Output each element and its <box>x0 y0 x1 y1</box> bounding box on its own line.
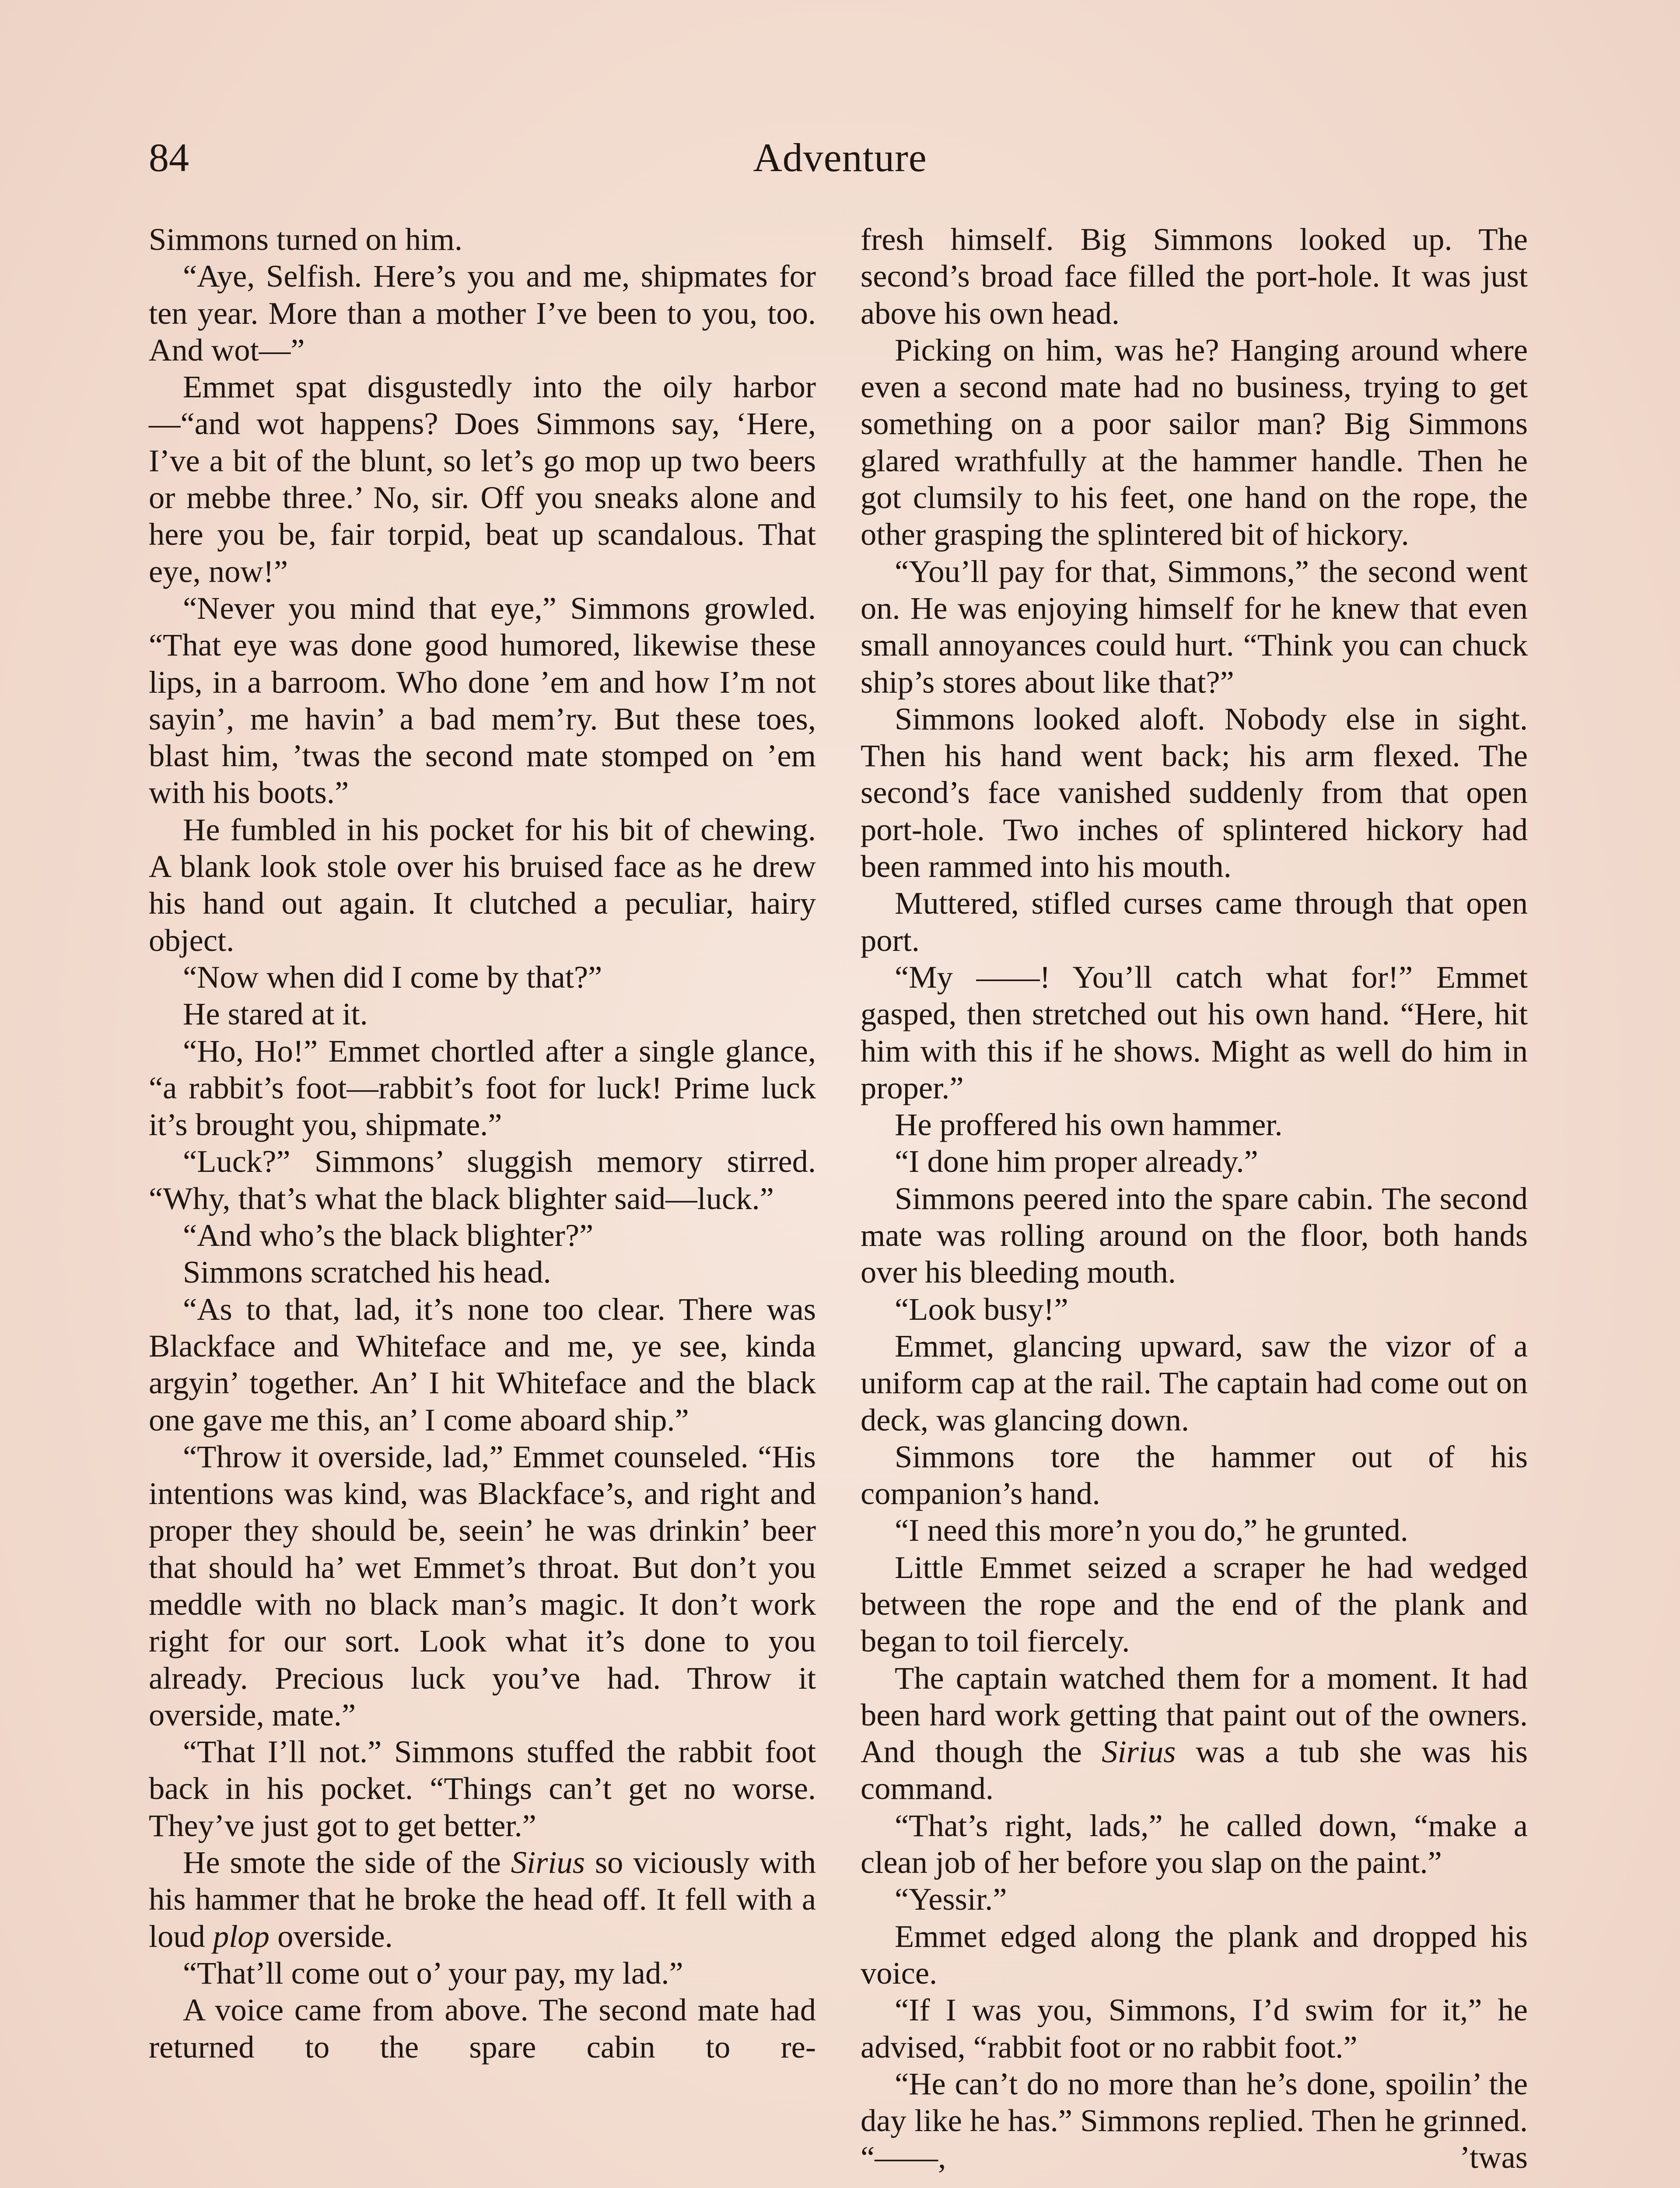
paragraph: He proffered his own hammer. <box>895 1107 1283 1143</box>
paragraph: “Aye, Selfish. Here’s you and me, shipmates for ten year. More than a mother I’ve been to you, too. And wot—” <box>149 258 816 368</box>
paragraph: “That’ll come out o’ your pay, my lad.” <box>183 1955 683 1991</box>
paragraph: “That I’ll not.” Simmons stuffed the rabbit foot back in his pocket. “Things can’t get no worse. They’ve just got to get better.” <box>149 1734 816 1843</box>
paragraph-with-italics <box>861 1660 1528 1807</box>
paragraph: “Luck?” Simmons’ sluggish memory stirred. “Why, that’s what the black blighter said—luck.” <box>149 1143 816 1216</box>
paragraph: “And who’s the black blighter?” <box>183 1217 594 1253</box>
text-run: was a tub she was his command. <box>861 1734 1528 1806</box>
paragraph: Little Emmet seized a scraper he had wedged between the rope and the end of the plank and began to toil fiercely. <box>861 1549 1528 1659</box>
paragraph: “You’ll pay for that, Simmons,” the second went on. He was enjoying himself for he knew that even small annoyances could hurt. “Think you can chuck ship’s stores about like that?” <box>861 553 1528 700</box>
paragraph: “Yessir.” <box>895 1881 1007 1917</box>
paragraph: Simmons peered into the spare cabin. The second mate was rolling around on the floor, both hands over his bleeding mouth. <box>861 1180 1528 1290</box>
paragraph: fresh himself. Big Simmons looked up. The second’s broad face filled the port-hole. It was just above his own head. <box>861 221 1528 331</box>
paragraph: “That’s right, lads,” he called down, “make a clean job of her before you slap on the paint.” <box>861 1807 1528 1880</box>
paragraph: “Ho, Ho!” Emmet chortled after a single glance, “a rabbit’s foot—rabbit’s foot for luck! Prime luck it’s brought you, shipmate.” <box>149 1033 816 1143</box>
running-head: Adventure <box>753 135 927 180</box>
italic-word: plop <box>213 1918 270 1954</box>
page-number: 84 <box>149 135 189 180</box>
paragraph-with-italics <box>149 1844 816 1955</box>
text-run: overside. <box>269 1918 393 1954</box>
ship-name: Sirius <box>1102 1734 1176 1770</box>
paragraph: Picking on him, was he? Hanging around where even a second mate had no business, trying to get something on a poor sailor man? Big Simmons glared wrathfully at the hammer handle. Then he got clumsily to his feet, one hand on the rope, the other grasping the splintered bit of hickory. <box>861 332 1528 552</box>
paragraph: Emmet edged along the plank and dropped his voice. <box>861 1918 1528 1991</box>
paragraph: Simmons scratched his head. <box>183 1254 551 1290</box>
paragraph: Simmons tore the hammer out of his companion’s hand. <box>861 1438 1528 1511</box>
paragraph: Muttered, stifled curses came through that open port. <box>861 885 1528 958</box>
text-run: so viciously with his hammer that he broke the head off. It fell with a loud <box>149 1844 816 1954</box>
text-run: He smote the side of the <box>183 1844 511 1880</box>
paragraph: “If I was you, Simmons, I’d swim for it,” he advised, “rabbit foot or no rabbit foot.” <box>861 1992 1528 2065</box>
paragraph: “Now when did I come by that?” <box>183 959 602 995</box>
right-column <box>861 221 1528 2176</box>
paragraph: A voice came from above. The second mate had returned to the spare cabin to re- <box>149 1992 816 2065</box>
left-column <box>149 221 816 2065</box>
paragraph: “Look busy!” <box>895 1291 1068 1327</box>
paragraph: Simmons turned on him. <box>149 221 462 257</box>
paragraph: “As to that, lad, it’s none too clear. There was Blackface and Whiteface and me, ye see, kinda argyin’ together. An’ I hit Whiteface and the black one gave me this, an’ I come aboard ship.” <box>149 1291 816 1438</box>
paragraph: Emmet, glancing upward, saw the vizor of a uniform cap at the rail. The captain had come out on deck, was glancing down. <box>861 1328 1528 1438</box>
text-run: The captain watched them for a moment. It had been hard work getting that paint out of the owners. And though the <box>861 1660 1528 1770</box>
paragraph: “I need this more’n you do,” he grunted. <box>895 1512 1408 1548</box>
paragraph: Emmet spat disgustedly into the oily harbor—“and wot happens? Does Simmons say, ‘Here, I’ve a bit of the blunt, so let’s go mop up two beers or mebbe three.’ No, sir. Off you sneaks alone and here you be, fair torpid, beat up scandalous. That eye, now!” <box>149 369 816 589</box>
paragraph: “Never you mind that eye,” Simmons growled. “That eye was done good humored, likewise these lips, in a barroom. Who done ’em and how I’m not sayin’, me havin’ a bad mem’ry. But these toes, blast him, ’twas the second mate stomped on ’em with his boots.” <box>149 590 816 810</box>
paragraph: He stared at it. <box>183 996 368 1032</box>
paragraph: “My ——! You’ll catch what for!” Emmet gasped, then stretched out his own hand. “Here, hit him with this if he shows. Might as well do him in proper.” <box>861 959 1528 1105</box>
ship-name: Sirius <box>511 1844 585 1880</box>
paragraph: “I done him proper already.” <box>895 1143 1258 1179</box>
paragraph: Simmons looked aloft. Nobody else in sight. Then his hand went back; his arm flexed. The second’s face vanished suddenly from that open port-hole. Two inches of splintered hickory had been rammed into his mouth. <box>861 701 1528 884</box>
paragraph: He fumbled in his pocket for his bit of chewing. A blank look stole over his bruised face as he drew his hand out again. It clutched a peculiar, hairy object. <box>149 811 816 958</box>
page-header <box>149 127 1531 188</box>
paragraph: “He can’t do no more than he’s done, spoilin’ the day like he has.” Simmons replied. Then he grinned. “——, ’twas <box>861 2065 1528 2175</box>
paragraph: “Throw it overside, lad,” Emmet counseled. “His intentions was kind, was Blackface’s, and right and proper they should be, seein’ he was drinkin’ beer that should ha’ wet Emmet’s throat. But don’t you meddle with no black man’s magic. It don’t work right for our sort. Look what it’s done to you already. Precious luck you’ve had. Throw it overside, mate.” <box>149 1438 816 1732</box>
